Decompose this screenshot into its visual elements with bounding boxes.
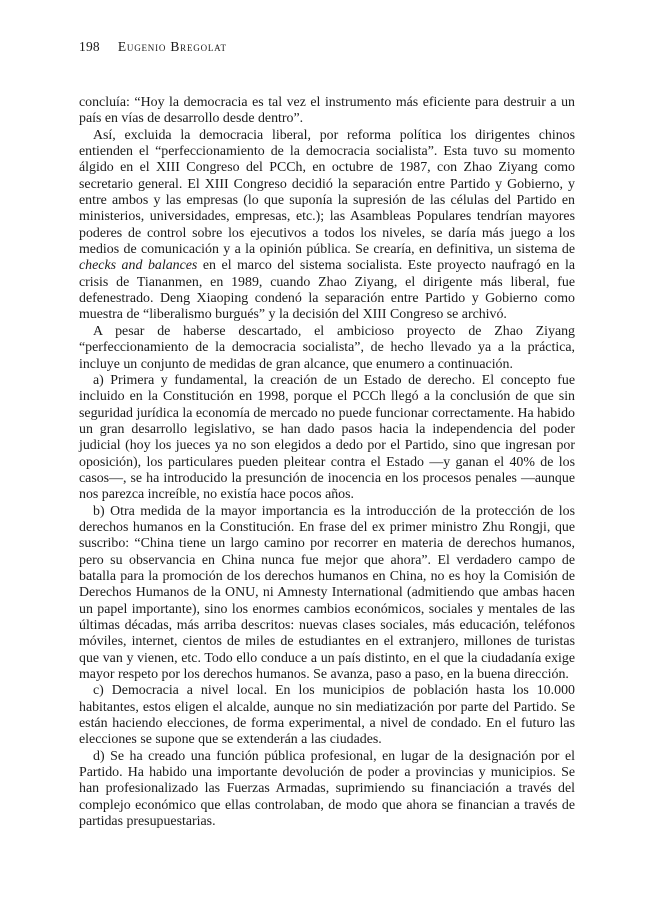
paragraph-continuation: concluía: “Hoy la democracia es tal vez el instrumento más eficiente para destruir a un país en vías de desarrollo desde dentro”.: [79, 95, 575, 127]
paragraph-text: en el marco del sistema socialista. Este proyecto naufragó en la crisis de Tiananmen, en 1989, cuando Zhao Ziyang, el dirigente más liberal, fue defenestrado. Deng Xiaoping condenó la separación entre Partido y Gobierno como muestra de “liberalismo burgués” y la decisión del XIII Congreso se archivó.: [79, 258, 575, 323]
paragraph-text: Así, excluida la democracia liberal, por reforma política los dirigentes chinos entienden el “perfeccionamiento de la democracia socialista”. Esta tuvo su momento álgido en el XIII Congreso del PCCh, en octubre de 1987, con Zhao Ziyang como secretario general. El XIII Congreso decidió la separación entre Partido y Gobierno, y entre ambos y las empresas (lo que suponía la supresión de las células del Partido en ministerios, universidades, empresas, etc.); las Asambleas Populares tendrían mayores poderes de control sobre los ejecutivos a todos los niveles, se daría más juego a los medios de comunicación y a la opinión pública. Se crearía, en definitiva, un sistema de: [79, 127, 575, 258]
list-item-b-human-rights: b) Otra medida de la mayor importancia es la introducción de la protección de los derechos humanos en la Constitución. En frase del ex primer ministro Zhu Rongji, que suscribo: “China tiene un largo camino por recorrer en materia de derechos humanos, pero su observancia en China nunca fue mejor que ahora”. El verdadero campo de batalla para la promoción de los derechos humanos en China, no es hoy la Comisión de Derechos Humanos de la ONU, ni Amnesty International (admitiendo que ambas hacen un papel importante), sino los enormes cambios económicos, sociales y mentales de las últimas décadas, más arriba descritos: nuevas clases sociales, más educación, teléfonos móviles, internet, cientos de miles de estudiantes en el extranjero, millones de turistas que van y vienen, etc. Todo ello conduce a un país distinto, en el que la ciudadanía exige mayor respeto por los derechos humanos. Se avanza, paso a paso, en la buena dirección.: [79, 503, 575, 683]
list-item-c-local-democracy: c) Democracia a nivel local. En los municipios de población hasta los 10.000 habitantes, estos eligen el alcalde, aunque no sin mediatización por parte del Partido. Se están haciendo elecciones, de forma experimental, a nivel de condado. En el futuro las elecciones se supone que se extenderán a las ciudades.: [79, 683, 575, 748]
paragraph-zhao-project: A pesar de haberse descartado, el ambicioso proyecto de Zhao Ziyang “perfeccionamiento de la democracia socialista”, de hecho llevado ya a la práctica, incluye un conjunto de medidas de gran alcance, que enumero a continuación.: [79, 323, 575, 372]
list-item-a-rule-of-law: a) Primera y fundamental, la creación de un Estado de derecho. El concepto fue incluido en la Constitución en 1998, porque el PCCh llegó a la conclusión de que sin seguridad jurídica la economía de mercado no puede funcionar correctamente. Ha habido un gran desarrollo legislativo, se han dado pasos hacia la independencia del poder judicial (hoy los jueces ya no son elegidos a dedo por el Partido, sino que ingresan por oposición), los particulares pueden pleitear contra el Estado —y ganan el 40% de los casos—, se ha introducido la presunción de inocencia en los procesos penales —aunque nos parezca increíble, no existía hace pocos años.: [79, 372, 575, 503]
body-text: [79, 95, 575, 830]
emphasis-checks-and-balances: checks and balances: [79, 258, 198, 274]
page-number: 198: [79, 39, 100, 54]
paragraph-political-reform: [79, 128, 575, 324]
running-head-author: Eugenio Bregolat: [117, 39, 227, 54]
running-head: [79, 39, 227, 55]
list-item-d-civil-service: d) Se ha creado una función pública profesional, en lugar de la designación por el Partido. Ha habido una importante devolución de poder a provincias y municipios. Se han profesionalizado las Fuerzas Armadas, suprimiendo su financiación a través del complejo económico que ellas controlaban, de modo que ahora se financian a través de partidas presupuestarias.: [79, 748, 575, 830]
